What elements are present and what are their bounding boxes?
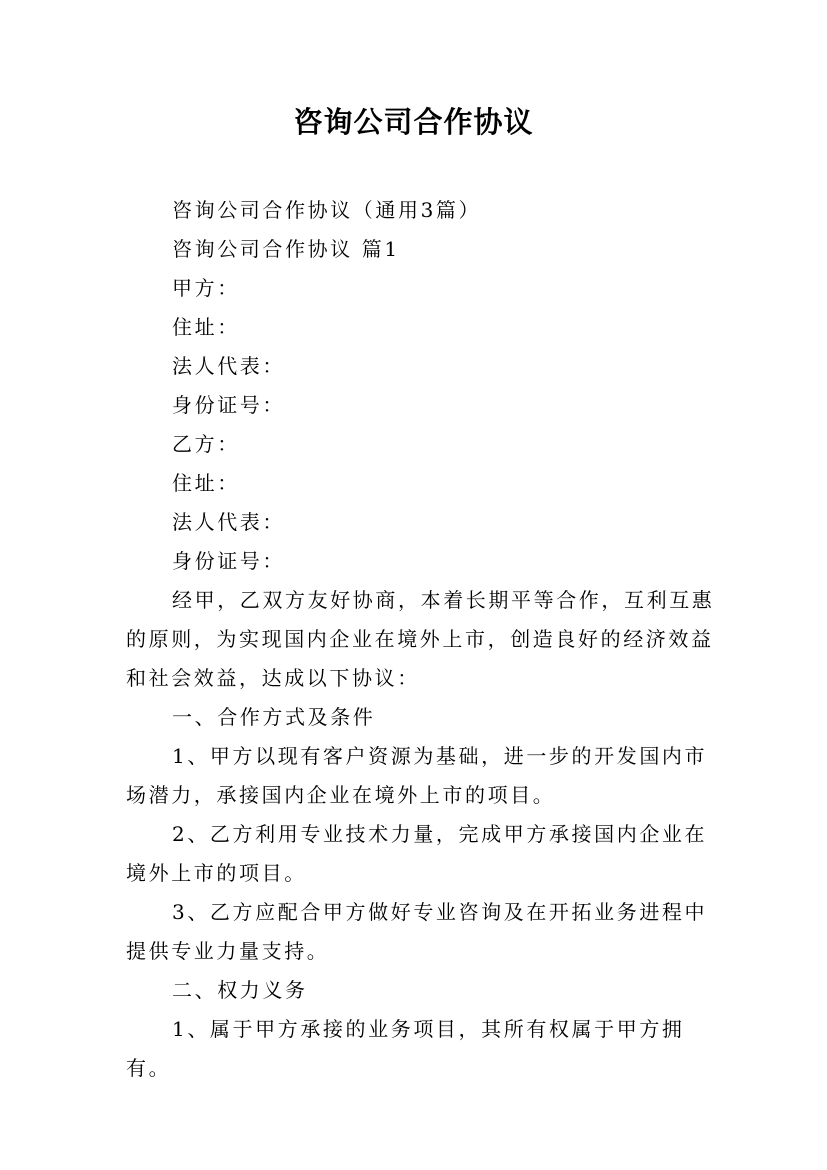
party-b-address: 住址： — [172, 471, 240, 495]
clause-heading-cooperation: 一、合作方式及条件 — [172, 705, 376, 729]
party-a-address: 住址： — [172, 315, 240, 339]
clause-paragraph: 2、乙方利用专业技术力量，完成甲方承接国内企业在境外上市的项目。 — [126, 822, 708, 885]
clause-paragraph: 1、甲方以现有客户资源为基础，进一步的开发国内市场潜力，承接国内企业在境外上市的项目。 — [126, 744, 708, 807]
preamble-paragraph: 经甲，乙双方友好协商，本着长期平等合作，互利互惠的原则，为实现国内企业在境外上市，创造良好的经济效益和社会效益，达成以下协议： — [126, 588, 715, 690]
party-b-legal-rep: 法人代表： — [172, 510, 285, 534]
document-title: 咨询公司合作协议 — [293, 105, 534, 139]
clause-heading-rights: 二、权力义务 — [172, 978, 308, 1002]
clause-paragraph: 3、乙方应配合甲方做好专业咨询及在开拓业务进程中提供专业力量支持。 — [126, 900, 708, 963]
party-b-label: 乙方： — [172, 432, 240, 456]
subtitle-line: 咨询公司合作协议（通用3篇） — [172, 198, 482, 222]
party-a-id-number: 身份证号： — [172, 393, 285, 417]
clause-paragraph: 1、属于甲方承接的业务项目，其所有权属于甲方拥有。 — [126, 1017, 685, 1080]
party-b-id-number: 身份证号： — [172, 549, 285, 573]
party-a-legal-rep: 法人代表： — [172, 354, 285, 378]
document-body — [126, 191, 716, 1088]
section-heading: 咨询公司合作协议 篇1 — [172, 237, 400, 261]
party-a-label: 甲方： — [172, 276, 240, 300]
